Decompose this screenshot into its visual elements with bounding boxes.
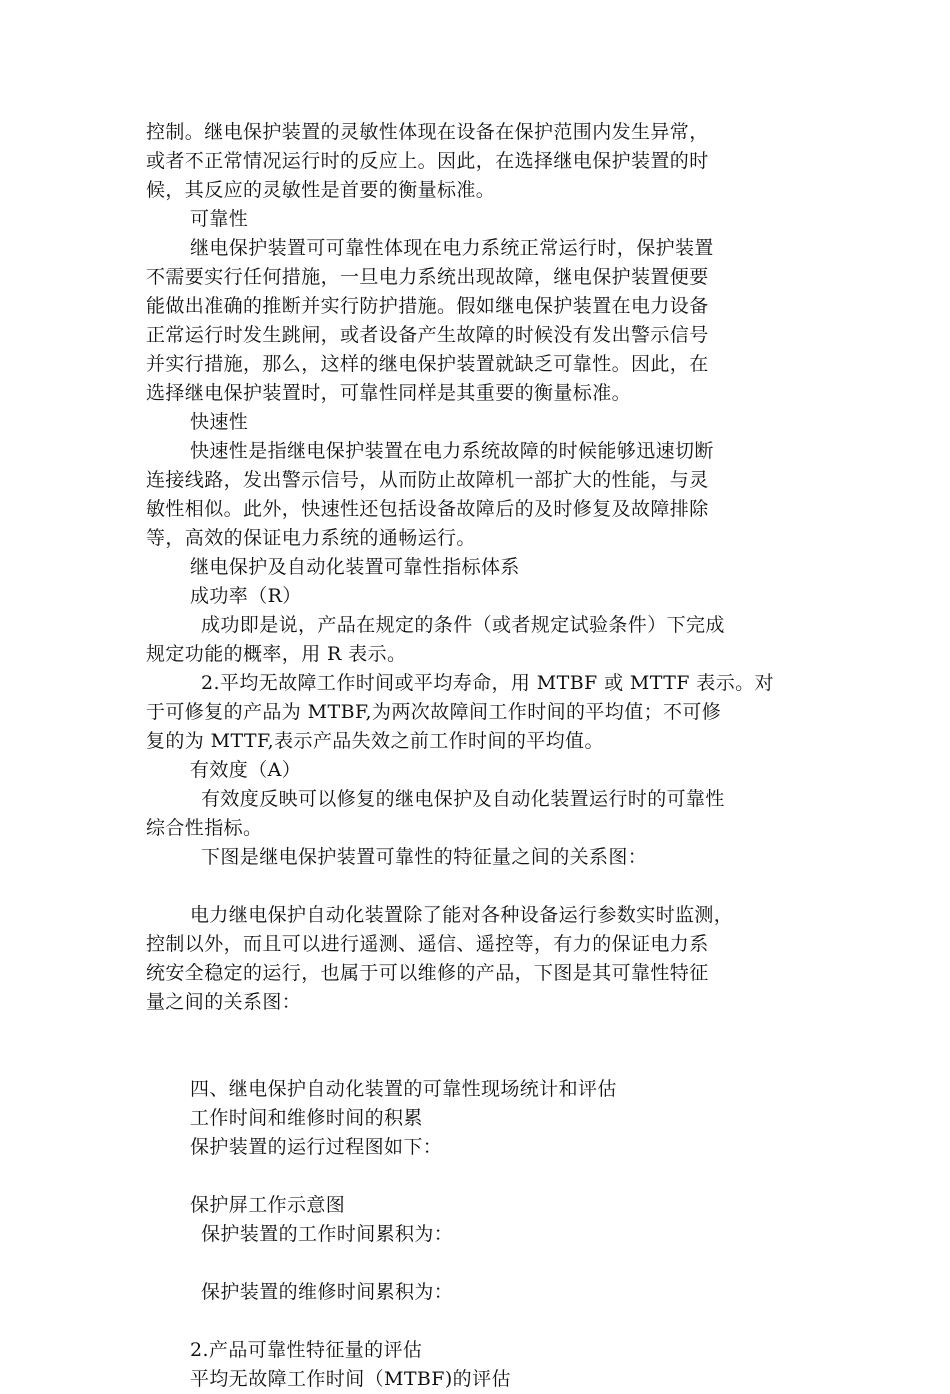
paragraph-line: 控制以外，而且可以进行遥测、遥信、遥控等，有力的保证电力系 — [146, 933, 709, 955]
paragraph-line: 电力继电保护自动化装置除了能对各种设备运行参数实时监测， — [190, 904, 734, 926]
document-page — [146, 118, 806, 1394]
paragraph-line: 或者不正常情况运行时的反应上。因此，在选择继电保护装置的时 — [146, 150, 709, 172]
section-heading-mtbf: 平均无故障工作时间（MTBF)的评估 — [190, 1368, 511, 1390]
paragraph-line: 快速性是指继电保护装置在电力系统故障的时候能够迅速切断 — [190, 440, 714, 462]
paragraph-line: 于可修复的产品为 MTBF,为两次故障间工作时间的平均值；不可修 — [146, 701, 722, 723]
paragraph-line: 规定功能的概率，用 R 表示。 — [146, 643, 407, 665]
paragraph-line: 保护装置的运行过程图如下： — [190, 1136, 443, 1158]
section-heading-index-system: 继电保护及自动化装置可靠性指标体系 — [190, 556, 520, 578]
section-heading-speed: 快速性 — [190, 411, 249, 433]
section-heading-availability: 有效度（A） — [190, 759, 302, 781]
paragraph-line: 敏性相似。此外，快速性还包括设备故障后的及时修复及故障排除 — [146, 498, 709, 520]
paragraph-line: 成功即是说，产品在规定的条件（或者规定试验条件）下完成 — [201, 614, 725, 636]
paragraph-line: 候，其反应的灵敏性是首要的衡量标准。 — [146, 179, 496, 201]
paragraph-line: 并实行措施，那么，这样的继电保护装置就缺乏可靠性。因此，在 — [146, 353, 709, 375]
paragraph-line: 综合性指标。 — [146, 817, 263, 839]
paragraph-line: 统安全稳定的运行，也属于可以维修的产品，下图是其可靠性特征 — [146, 962, 709, 984]
section-heading-field-statistics: 四、继电保护自动化装置的可靠性现场统计和评估 — [190, 1078, 617, 1100]
paragraph-line: 正常运行时发生跳闸，或者设备产生故障的时候没有发出警示信号 — [146, 324, 709, 346]
paragraph-line: 不需要实行任何措施，一旦电力系统出现故障，继电保护装置便要 — [146, 266, 709, 288]
blank-space — [146, 1307, 806, 1336]
blank-space — [146, 1249, 806, 1278]
paragraph-line: 复的为 MTTF,表示产品失效之前工作时间的平均值。 — [146, 730, 604, 752]
paragraph-line: 控制。继电保护装置的灵敏性体现在设备在保护范围内发生异常， — [146, 121, 709, 143]
section-heading-time-accumulation: 工作时间和维修时间的积累 — [190, 1107, 423, 1129]
blank-space — [146, 872, 806, 901]
paragraph-line: 保护装置的工作时间累积为： — [201, 1223, 454, 1245]
paragraph-line: 继电保护装置可可靠性体现在电力系统正常运行时，保护装置 — [190, 237, 714, 259]
section-heading-success-rate: 成功率（R） — [190, 585, 302, 607]
section-heading-evaluation: 2.产品可靠性特征量的评估 — [190, 1339, 423, 1361]
paragraph-line: 选择继电保护装置时，可靠性同样是其重要的衡量标准。 — [146, 382, 632, 404]
paragraph-line: 下图是继电保护装置可靠性的特征量之间的关系图： — [201, 846, 648, 868]
figure-caption: 保护屏工作示意图 — [190, 1194, 346, 1216]
paragraph-line: 2.平均无故障工作时间或平均寿命，用 MTBF 或 MTTF 表示。对 — [201, 672, 774, 694]
paragraph-line: 有效度反映可以修复的继电保护及自动化装置运行时的可靠性 — [201, 788, 725, 810]
section-heading-reliability: 可靠性 — [190, 208, 249, 230]
paragraph-line: 量之间的关系图： — [146, 991, 302, 1013]
paragraph-line: 能做出准确的推断并实行防护措施。假如继电保护装置在电力设备 — [146, 295, 709, 317]
paragraph-line: 保护装置的维修时间累积为： — [201, 1281, 454, 1303]
paragraph-line: 连接线路，发出警示信号，从而防止故障机一部扩大的性能，与灵 — [146, 469, 709, 491]
paragraph-line: 等，高效的保证电力系统的通畅运行。 — [146, 527, 476, 549]
blank-space — [146, 1162, 806, 1191]
blank-space — [146, 1017, 806, 1075]
